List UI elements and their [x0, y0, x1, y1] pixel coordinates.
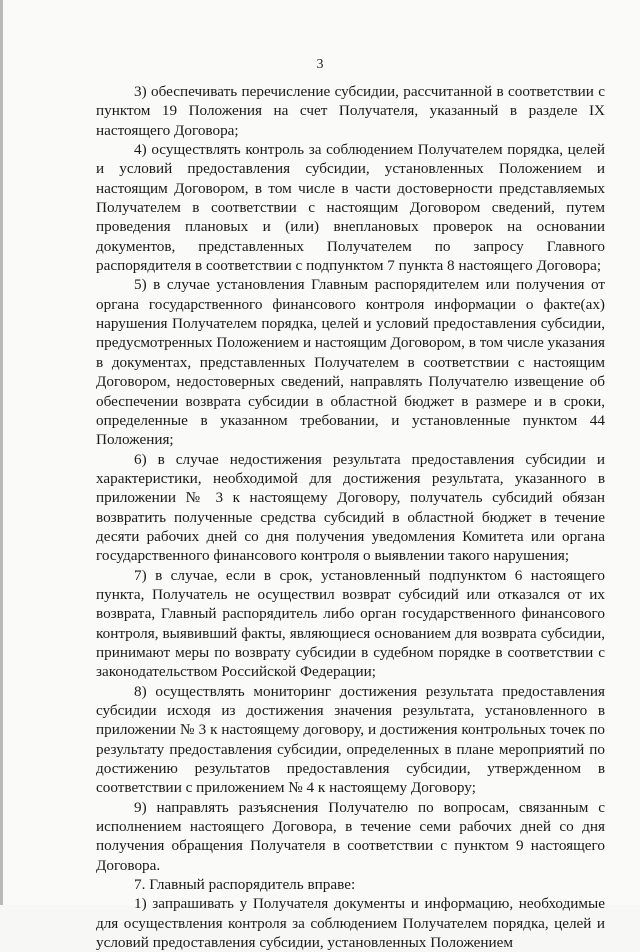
page-number: 3	[316, 57, 324, 72]
page-left-edge	[0, 0, 3, 905]
paragraph-item-6: 6) в случае недостижения результата предоставления субсидии и характеристики, необходимой для достижения результата, указанного в приложении № 3 к настоящему Договору, получатель субсидий обязан возвратить полученные средства субсидий в областной бюджет в течение десяти рабочих дней со дня получения уведомления Комитета или органа государственного финансового контроля о выявлении такого нарушения;	[96, 450, 605, 565]
paragraph-item-9: 9) направлять разъяснения Получателю по вопросам, связанным с исполнением настоящего Договора, в течение семи рабочих дней со дня получения обращения Получателя в соответствии с пунктом 9 настоящего Договора.	[96, 798, 605, 874]
paragraph-item-3: 3) обеспечивать перечисление субсидии, рассчитанной в соответствии с пунктом 19 Положения на счет Получателя, указанный в разделе IX настоящего Договора;	[96, 83, 605, 139]
paragraph-item-4: 4) осуществлять контроль за соблюдением Получателем порядка, целей и условий предоставления субсидии, установленных Положением и настоящим Договором, в том числе в части достоверности представляемых Получателем в соответствии с настоящим Договором сведений, путем проведения плановых и (или) внеплановых проверок на основании документов, представленных Получателем по запросу Главного распорядителя в соответствии с подпунктом 7 пункта 8 настоящего Договора;	[96, 141, 605, 275]
document-body	[96, 82, 605, 952]
section-heading-7: 7. Главный распорядитель вправе:	[134, 876, 356, 894]
paragraph-item-8: 8) осуществлять мониторинг достижения результата предоставления субсидии исходя из достижения значения результата, установленного в приложении № 3 к настоящему договору, и достижения контрольных точек по результату предоставления субсидии, определенных в плане мероприятий по достижению результатов предоставления субсидии, утвержденном в соответствии с приложением № 4 к настоящему Договору;	[96, 682, 605, 797]
paragraph-item-7: 7) в случае, если в срок, установленный подпунктом 6 настоящего пункта, Получатель не осуществил возврат субсидий или отказался от их возврата, Главный распорядитель либо орган государственного финансового контроля, выявивший факты, являющиеся основанием для возврата субсидии, принимают меры по возврату субсидии в судебном порядке в соответствии с законодательством Российской Федерации;	[96, 566, 605, 681]
paragraph-section-7-item-1: 1) запрашивать у Получателя документы и информацию, необходимые для осуществления контроля за соблюдением Получателем порядка, целей и условий предоставления субсидии, установленных Положением	[96, 895, 605, 952]
paragraph-item-5: 5) в случае установления Главным распорядителем или получения от органа государственного финансового контроля информации о факте(ах) нарушения Получателем порядка, целей и условий предоставления субсидии, предусмотренных Положением и настоящим Договором, в том числе указания в документах, представленных Получателем в соответствии с настоящим Договором, недостоверных сведений, направлять Получателю извещение об обеспечении возврата субсидии в областной бюджет в размере и в сроки, определенные в указанном требовании, и установленные пунктом 44 Положения;	[96, 276, 605, 449]
